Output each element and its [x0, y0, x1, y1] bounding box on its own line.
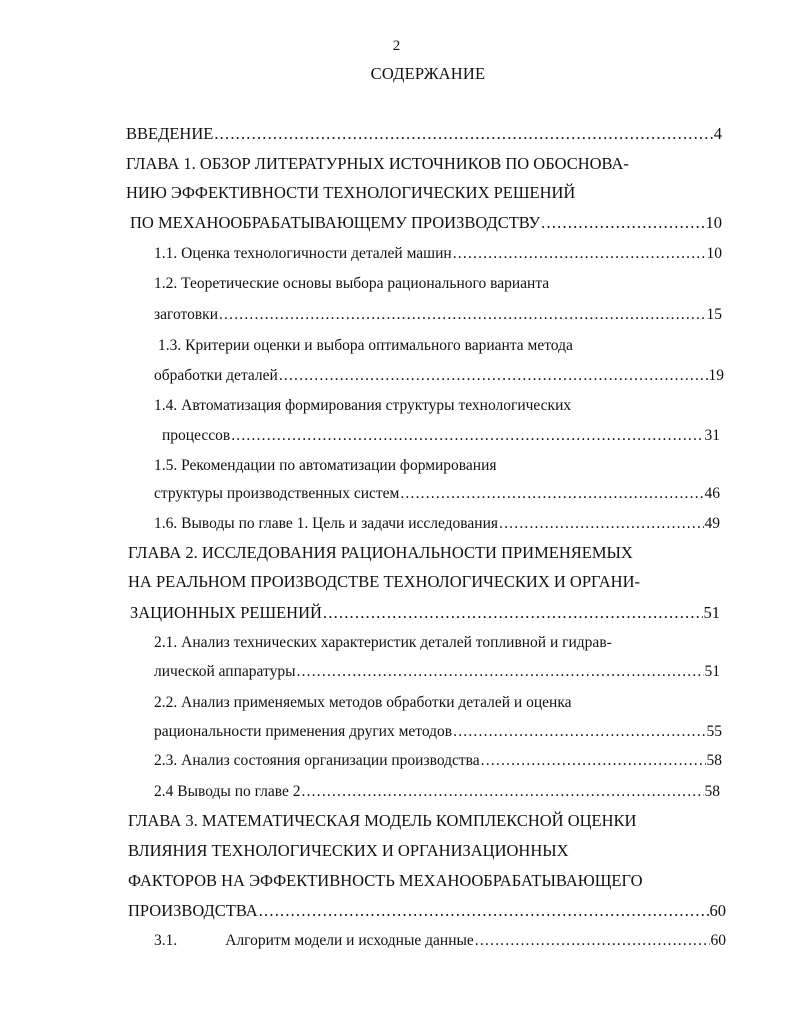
toc-entry-text: НИЮ ЭФФЕКТИВНОСТИ ТЕХНОЛОГИЧЕСКИХ РЕШЕНИЙ [126, 183, 576, 202]
toc-entry-text: лической аппаратуры [154, 663, 296, 680]
toc-chapter-line [126, 154, 629, 174]
toc-section-line [154, 396, 571, 416]
toc-entry-text: ПРОИЗВОДСТВА [128, 901, 258, 920]
toc-section-line [158, 336, 573, 356]
toc-leader-dots [323, 603, 703, 623]
toc-section-line [154, 633, 612, 653]
toc-leader-dots [214, 124, 712, 144]
toc-page-number: 10 [706, 245, 722, 262]
toc-leader-dots [475, 931, 710, 951]
toc-entry-text: заготовки [154, 306, 218, 323]
toc-page-number: 10 [705, 213, 722, 232]
toc-leader-dots [453, 722, 705, 742]
toc-entry-text: ГЛАВА 1. ОБЗОР ЛИТЕРАТУРНЫХ ИСТОЧНИКОВ ПО ОБОСНОВА- [126, 154, 629, 173]
toc-entry-text: 1.5. Рекомендации по автоматизации формирования [154, 457, 497, 474]
toc-page-number: 15 [706, 306, 722, 323]
toc-section-line [154, 782, 720, 802]
toc-entry-text: ГЛАВА 2. ИССЛЕДОВАНИЯ РАЦИОНАЛЬНОСТИ ПРИМЕНЯЕМЫХ [128, 543, 633, 562]
toc-entry-text: 1.3. Критерии оценки и выбора оптимального варианта метода [158, 337, 573, 354]
toc-chapter-line [126, 183, 575, 203]
toc-entry-text: ФАКТОРОВ НА ЭФФЕКТИВНОСТЬ МЕХАНООБРАБАТЫВАЮЩЕГО [128, 871, 643, 890]
page-number: 2 [392, 38, 401, 54]
toc-leader-dots [302, 782, 704, 802]
toc-chapter-line [128, 871, 643, 891]
toc-entry-title: Алгоритм модели и исходные данные [225, 932, 474, 949]
toc-chapter-line [128, 901, 726, 921]
toc-entry-text: ГЛАВА 3. МАТЕМАТИЧЕСКАЯ МОДЕЛЬ КОМПЛЕКСНОЙ ОЦЕНКИ [128, 811, 637, 830]
toc-section-line [154, 244, 722, 264]
toc-page-number: 4 [713, 124, 722, 143]
toc-entry-text: 1.6. Выводы по главе 1. Цель и задачи исследования [154, 515, 499, 532]
toc-chapter-line [130, 603, 720, 623]
toc-entry-text: 2.1. Анализ технических характеристик деталей топливной и гидрав- [154, 634, 612, 651]
toc-page-number: 58 [706, 752, 722, 769]
toc-section-line [154, 366, 724, 386]
page-title: СОДЕРЖАНИЕ [370, 64, 486, 83]
toc-chapter-line [126, 124, 722, 144]
toc-page-number: 19 [708, 367, 724, 384]
toc-section-line [154, 484, 720, 504]
toc-entry-text: НА РЕАЛЬНОМ ПРОИЗВОДСТВЕ ТЕХНОЛОГИЧЕСКИХ И ОРГАНИ- [128, 572, 640, 591]
toc-leader-dots [219, 305, 706, 325]
toc-entry-text: ЗАЦИОННЫХ РЕШЕНИЙ [130, 603, 322, 622]
toc-section-line [154, 931, 726, 951]
toc-entry-text: 1.1. Оценка технологичности деталей машин [154, 245, 452, 262]
toc-chapter-line [128, 572, 640, 592]
toc-leader-dots [279, 366, 708, 386]
toc-section-line [154, 274, 549, 294]
toc-entry-text: 3.1. [154, 932, 178, 949]
toc-page-number: 46 [704, 485, 720, 502]
toc-entry-text: обработки деталей [154, 367, 278, 384]
toc-page-number: 55 [706, 723, 722, 740]
toc-page-number: 60 [710, 932, 726, 949]
toc-page-number: 31 [704, 427, 720, 444]
toc-leader-dots [400, 484, 703, 504]
toc-chapter-line [128, 811, 636, 831]
toc-chapter-line [128, 841, 569, 861]
toc-section-line [154, 514, 720, 534]
toc-section-line [154, 456, 497, 476]
toc-page-number: 60 [709, 901, 726, 920]
toc-leader-dots [453, 244, 706, 264]
toc-entry-text: 1.2. Теоретические основы выбора рационального варианта [154, 275, 550, 292]
toc-page-number: 51 [704, 663, 720, 680]
toc-leader-dots [297, 662, 704, 682]
toc-page-number: 49 [704, 515, 720, 532]
toc-leader-dots [259, 901, 709, 921]
toc-leader-dots [231, 426, 703, 446]
toc-entry-text: 2.3. Анализ состояния организации производства [154, 752, 480, 769]
toc-section-line [154, 751, 722, 771]
toc-chapter-line [130, 213, 722, 233]
toc-leader-dots [481, 751, 706, 771]
toc-page-number: 51 [703, 603, 720, 622]
toc-entry-text: процессов [162, 427, 231, 444]
toc-section-line [154, 305, 722, 325]
toc-chapter-line [128, 543, 633, 563]
toc-entry-text: ВЛИЯНИЯ ТЕХНОЛОГИЧЕСКИХ И ОРГАНИЗАЦИОННЫХ [128, 841, 569, 860]
toc-section-line [162, 426, 720, 446]
toc-entry-text: структуры производственных систем [154, 485, 400, 502]
toc-entry-text: ВВЕДЕНИЕ [126, 124, 214, 143]
toc-entry-text: 2.4 Выводы по главе 2 [154, 783, 301, 800]
toc-section-line [154, 662, 720, 682]
toc-entry-text: рациональности применения других методов [154, 723, 453, 740]
toc-leader-dots [541, 213, 704, 233]
toc-leader-dots [499, 514, 703, 534]
toc-section-line [154, 693, 572, 713]
toc-entry-text: 1.4. Автоматизация формирования структуры технологических [154, 397, 572, 414]
toc-page-number: 58 [704, 783, 720, 800]
toc-section-line [154, 722, 722, 742]
toc-entry-text: 2.2. Анализ применяемых методов обработки деталей и оценка [154, 694, 572, 711]
toc-entry-text: ПО МЕХАНООБРАБАТЫВАЮЩЕМУ ПРОИЗВОДСТВУ [130, 213, 541, 232]
